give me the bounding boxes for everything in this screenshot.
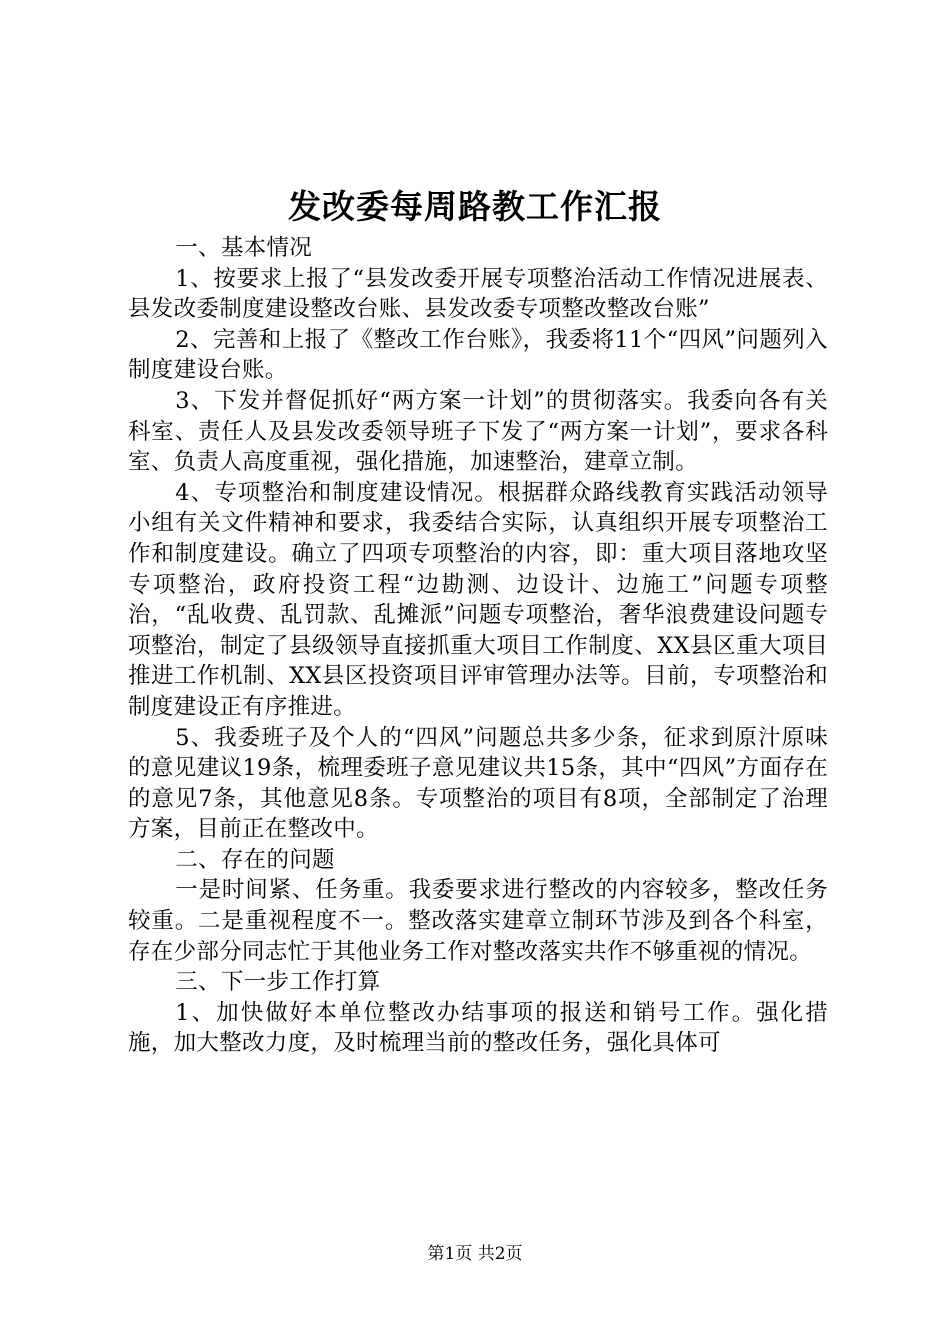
paragraph-next-step-1: 1、加快做好本单位整改办结事项的报送和销号工作。强化措施，加大整改力度，及时梳理当前的整改任务，强化具体可 bbox=[128, 999, 828, 1057]
page-footer: 第1页 共2页 bbox=[427, 1244, 523, 1264]
section-heading-existing-problems: 二、存在的问题 bbox=[175, 846, 335, 873]
paragraph-item-5: 5、我委班子及个人的“四风”问题总共多少条，征求到原汁原味的意见建议19条，梳理委班子意见建议共15条，其中“四风”方面存在的意见7条，其他意见8条。专项整治的项目有8项，全部制定了治理方案，目前正在整改中。 bbox=[128, 724, 828, 843]
section-heading-next-steps: 三、下一步工作打算 bbox=[175, 969, 381, 996]
paragraph-item-2: 2、完善和上报了《整改工作台账》，我委将11个“四风”问题列入制度建设台账。 bbox=[128, 326, 828, 384]
paragraph-problems: 一是时间紧、任务重。我委要求进行整改的内容较多，整改任务较重。二是重视程度不一。整改落实建章立制环节涉及到各个科室，存在少部分同志忙于其他业务工作对整改落实共作不够重视的情况。 bbox=[128, 877, 828, 965]
paragraph-item-3: 3、下发并督促抓好“两方案一计划”的贯彻落实。我委向各有关科室、责任人及县发改委领导班子下发了“两方案一计划”，要求各科室、负责人高度重视，强化措施，加速整治，建章立制。 bbox=[128, 387, 828, 476]
section-heading-basic-situation: 一、基本情况 bbox=[175, 235, 313, 261]
document-title: 发改委每周路教工作汇报 bbox=[288, 187, 662, 226]
paragraph-item-1: 1、按要求上报了“县发改委开展专项整治活动工作情况进展表、县发改委制度建设整改台账、县发改委专项整改整改台账” bbox=[128, 265, 828, 323]
document-body bbox=[128, 233, 828, 1059]
paragraph-item-4: 4、专项整治和制度建设情况。根据群众路线教育实践活动领导小组有关文件精神和要求，我委结合实际，认真组织开展专项整治工作和制度建设。确立了四项专项整治的内容，即：重大项目落地攻坚专项整治，政府投资工程“边勘测、边设计、边施工”问题专项整治，“乱收费、乱罚款、乱摊派”问题专项整治，奢华浪费建设问题专项整治，制定了县级领导直接抓重大项目工作制度、XX县区重大项目推进工作机制、XX县区投资项目评审管理办法等。目前，专项整治和制度建设正有序推进。 bbox=[128, 479, 828, 720]
